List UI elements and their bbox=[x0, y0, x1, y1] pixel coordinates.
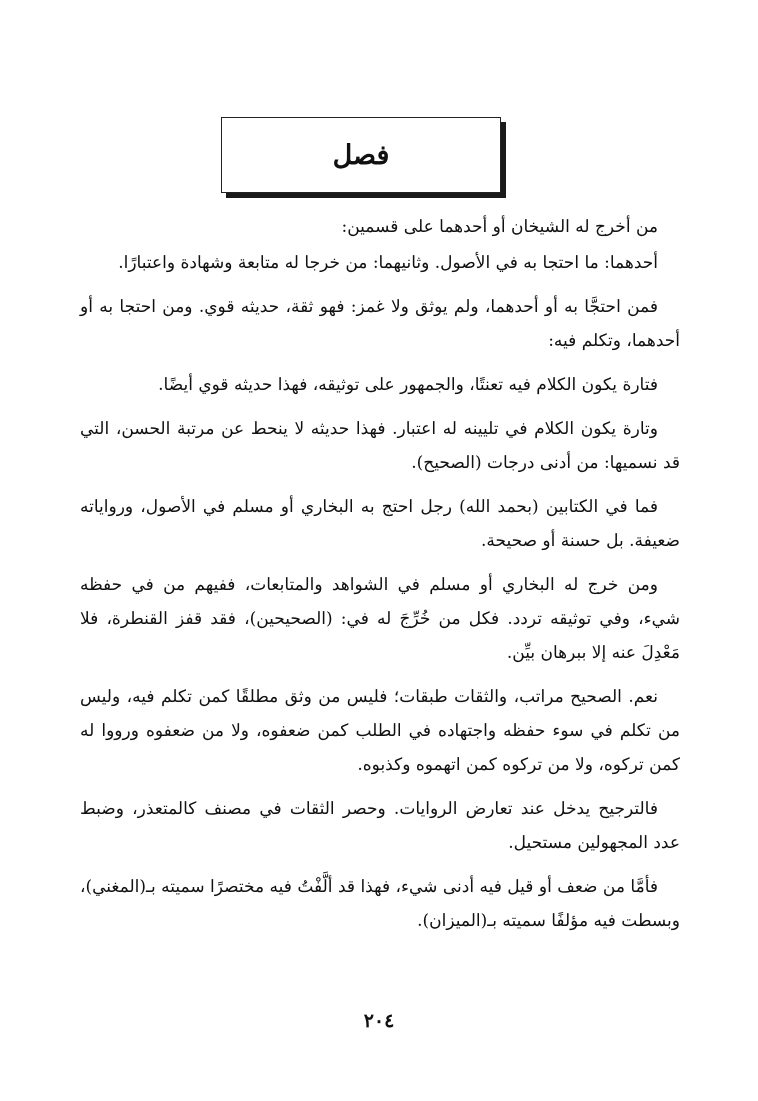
paragraph: فما في الكتابين (بحمد الله) رجل احتج به البخاري أو مسلم في الأصول، ورواياته ضعيفة. بل حسنة أو صحيحة. bbox=[80, 497, 680, 551]
page-number: ٢٠٤ bbox=[363, 1010, 395, 1032]
section-heading-box bbox=[221, 117, 501, 193]
body-text bbox=[80, 210, 680, 948]
section-heading: فصل bbox=[332, 139, 390, 171]
paragraph: فمن احتجَّا به أو أحدهما، ولم يوثق ولا غمز: فهو ثقة، حديثه قوي. ومن احتجا به أو أحدهما، وتكلم فيه: bbox=[80, 297, 680, 351]
paragraph: فتارة يكون الكلام فيه تعنتًا، والجمهور على توثيقه، فهذا حديثه قوي أيضًا. bbox=[158, 375, 658, 395]
paragraph: ومن خرج له البخاري أو مسلم في الشواهد والمتابعات، ففيهم من في حفظه شيء، وفي توثيقه تردد. فكل من خُرِّجَ له في: (الصحيحين)، فقد قفز القنطرة، فلا مَعْدِلَ عنه إلا ببرهان بيِّن. bbox=[80, 575, 680, 663]
paragraph: فالترجيح يدخل عند تعارض الروايات. وحصر الثقات في مصنف كالمتعذر، وضبط عدد المجهولين مستحيل. bbox=[80, 799, 680, 853]
paragraph: أحدهما: ما احتجا به في الأصول. وثانيهما: من خرجا له متابعة وشهادة واعتبارًا. bbox=[118, 253, 658, 273]
paragraph: وتارة يكون الكلام في تليينه له اعتبار. فهذا حديثه لا ينحط عن مرتبة الحسن، التي قد نسميها: من أدنى درجات (الصحيح). bbox=[80, 419, 680, 473]
paragraph: نعم. الصحيح مراتب، والثقات طبقات؛ فليس من وثق مطلقًا كمن تكلم فيه، وليس من تكلم في سوء حفظه واجتهاده في الطلب كمن ضعفوه، ولا من ضعفوه ورووا له كمن تركوه، ولا من تركوه كمن اتهموه وكذبوه. bbox=[80, 687, 680, 775]
paragraph: فأمَّا من ضعف أو قيل فيه أدنى شيء، فهذا قد ألَّفْتُ فيه مختصرًا سميته بـ(المغني)، وبسطت فيه مؤلفًا سميته بـ(الميزان). bbox=[80, 877, 680, 931]
paragraph: من أخرج له الشيخان أو أحدهما على قسمين: bbox=[341, 217, 658, 237]
